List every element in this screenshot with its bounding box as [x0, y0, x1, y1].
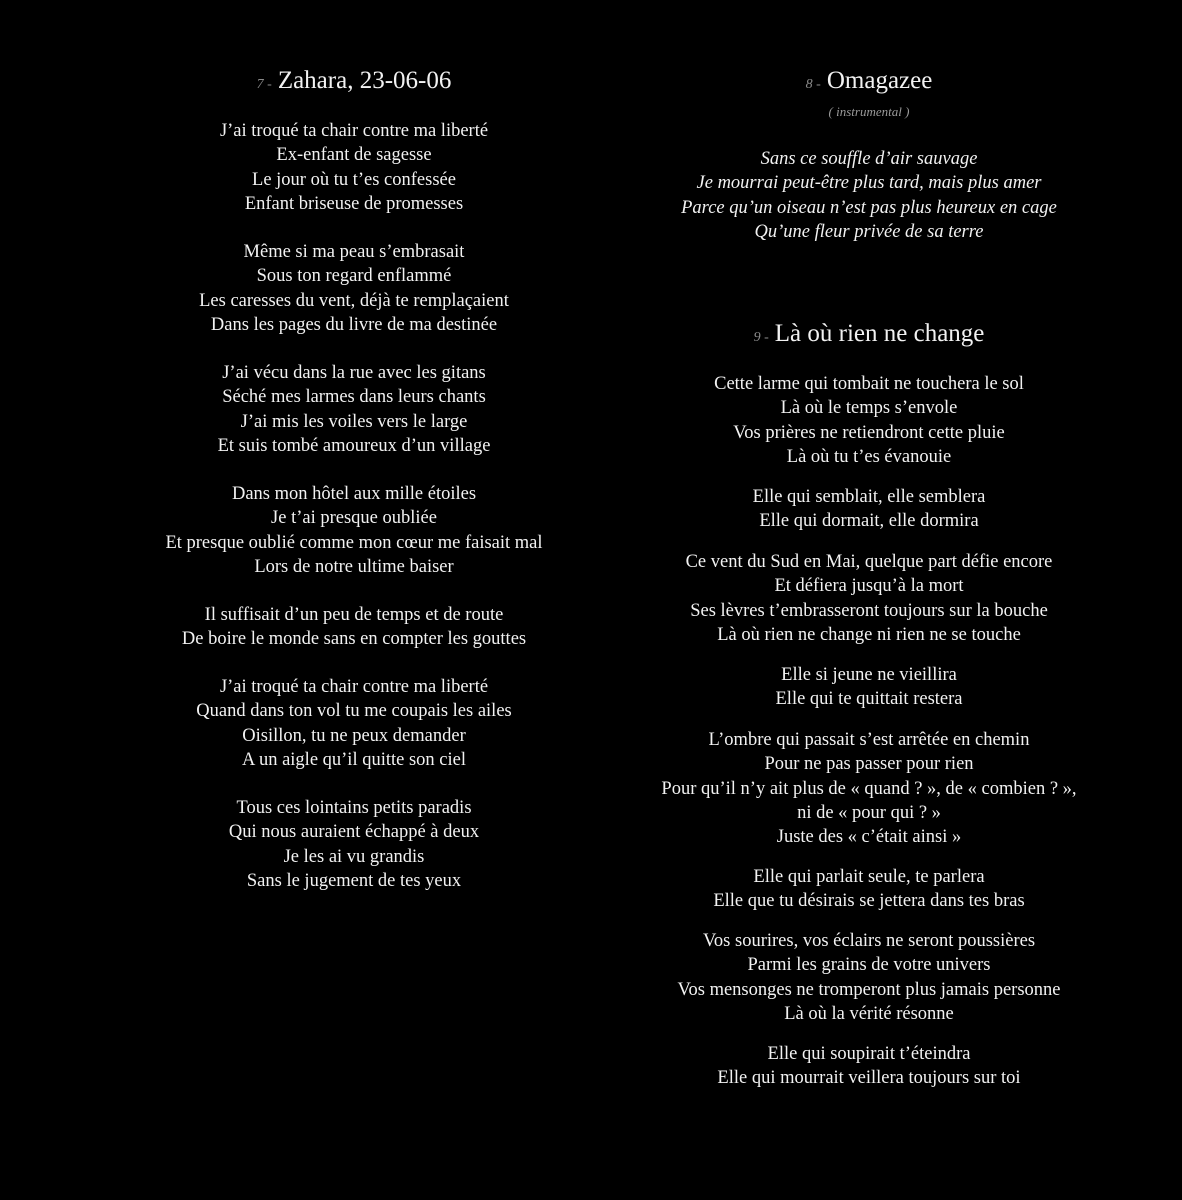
song-7-stanza-1	[84, 119, 624, 216]
lyric-line: Enfant briseuse de promesses	[244, 193, 464, 214]
song-9-stanza-4	[599, 663, 1139, 712]
lyric-line: Sans le jugement de tes yeux	[246, 870, 462, 891]
lyric-line: Elle qui soupirait t’éteindra	[767, 1044, 971, 1064]
song-7-stanza-3	[84, 361, 624, 458]
lyric-line: Ex-enfant de sagesse	[276, 145, 432, 166]
lyric-line: Je mourrai peut-être plus tard, mais plus amer	[696, 173, 1042, 194]
lyric-line: J’ai vécu dans la rue avec les gitans	[222, 363, 486, 383]
lyric-line: Dans les pages du livre de ma destinée	[210, 314, 498, 335]
lyric-line: Sous ton regard enflammé	[256, 266, 452, 287]
lyric-line: Je t’ai presque oubliée	[271, 508, 437, 529]
song-7-stanza-4	[84, 482, 624, 579]
lyric-line: Là où la vérité résonne	[784, 1003, 954, 1024]
lyric-line: Vos prières ne retiendront cette pluie	[733, 422, 1005, 443]
lyric-line: Et suis tombé amoureux d’un village	[217, 435, 491, 456]
song-8-number: 8 -	[805, 77, 821, 92]
lyric-line: Vos mensonges ne tromperont plus jamais personne	[677, 979, 1061, 1000]
song-9-stanza-3	[599, 550, 1139, 647]
lyric-line: L’ombre qui passait s’est arrêtée en chemin	[708, 730, 1030, 750]
lyric-line: Qu’une fleur privée de sa terre	[754, 221, 984, 242]
song-9-title: Là où rien ne change	[774, 320, 985, 347]
lyric-line: Lors de notre ultime baiser	[254, 556, 454, 577]
lyric-line: Elle si jeune ne vieillira	[781, 665, 957, 685]
lyric-line: Vos sourires, vos éclairs ne seront poussières	[702, 931, 1036, 951]
lyric-line: Pour ne pas passer pour rien	[764, 754, 974, 775]
lyric-line: Et presque oublié comme mon cœur me faisait mal	[165, 532, 543, 553]
song-9-number: 9 -	[753, 330, 769, 345]
lyric-line: Elle qui te quittait restera	[775, 689, 963, 710]
lyric-line: Là où tu t’es évanouie	[786, 446, 952, 467]
lyric-line: A un aigle qu’il quitte son ciel	[241, 749, 466, 770]
lyric-line: Elle que tu désirais se jettera dans tes bras	[713, 891, 1025, 912]
song-8-subtitle: ( instrumental )	[828, 104, 910, 119]
song-7-stanza-7	[84, 796, 624, 893]
lyric-line: Séché mes larmes dans leurs chants	[222, 387, 486, 408]
lyric-line: Parmi les grains de votre univers	[747, 955, 991, 976]
lyric-line: Là où le temps s’envole	[780, 398, 958, 419]
song-7-heading	[84, 66, 624, 100]
lyric-line: Et défiera jusqu’à la mort	[774, 576, 964, 597]
lyric-line: Sans ce souffle d’air sauvage	[760, 149, 978, 169]
lyric-line: J’ai mis les voiles vers le large	[240, 411, 468, 432]
lyric-line: Parce qu’un oiseau n’est pas plus heureux en cage	[681, 197, 1057, 218]
lyric-line: Là où rien ne change ni rien ne se touche	[717, 624, 1021, 645]
song-7-number: 7 -	[256, 77, 272, 92]
song-8-stanza-1	[599, 147, 1139, 244]
lyric-line: J’ai troqué ta chair contre ma liberté	[219, 121, 489, 141]
lyric-line: J’ai troqué ta chair contre ma liberté	[219, 677, 489, 697]
song-9-heading	[599, 319, 1139, 353]
lyric-line: Tous ces lointains petits paradis	[236, 798, 472, 818]
lyric-line: Juste des « c’était ainsi »	[776, 827, 962, 848]
song-9-stanza-8	[599, 1042, 1139, 1091]
song-9-stanza-1	[599, 372, 1139, 469]
song-8-title: Omagazee	[826, 67, 933, 94]
song-7-stanza-5	[84, 603, 624, 652]
song-9-stanza-2	[599, 485, 1139, 534]
lyric-line: Le jour où tu t’es confessée	[252, 169, 456, 190]
song-9-stanza-7	[599, 929, 1139, 1026]
lyric-line: Ses lèvres t’embrasseront toujours sur la bouche	[690, 600, 1048, 621]
lyric-line: Même si ma peau s’embrasait	[243, 242, 465, 262]
lyric-line: Pour qu’il n’y ait plus de « quand ? », de « combien ? »,	[661, 778, 1077, 799]
song-8-heading	[599, 66, 1139, 100]
lyric-line: Dans mon hôtel aux mille étoiles	[231, 484, 477, 504]
song-9-stanza-6	[599, 865, 1139, 914]
lyric-line: Qui nous auraient échappé à deux	[228, 822, 480, 843]
lyric-line: De boire le monde sans en compter les gouttes	[181, 629, 527, 650]
lyric-line: Elle qui dormait, elle dormira	[759, 511, 979, 532]
song-7-stanza-2	[84, 240, 624, 337]
song-9-stanza-5	[599, 728, 1139, 849]
lyric-line: Cette larme qui tombait ne touchera le sol	[714, 374, 1024, 394]
lyric-line: Je les ai vu grandis	[283, 846, 425, 867]
lyric-line: ni de « pour qui ? »	[797, 802, 941, 823]
song-7-title: Zahara, 23-06-06	[277, 67, 452, 94]
lyric-line: Ce vent du Sud en Mai, quelque part défie encore	[685, 552, 1053, 572]
lyric-line: Oisillon, tu ne peux demander	[242, 725, 466, 746]
song-7-stanza-6	[84, 675, 624, 772]
lyric-line: Elle qui parlait seule, te parlera	[753, 867, 985, 887]
lyric-line: Il suffisait d’un peu de temps et de route	[204, 605, 504, 625]
lyric-line: Quand dans ton vol tu me coupais les ailes	[196, 701, 512, 722]
lyric-line: Elle qui mourrait veillera toujours sur toi	[717, 1068, 1021, 1089]
lyric-line: Les caresses du vent, déjà te remplaçaient	[199, 290, 509, 311]
lyric-line: Elle qui semblait, elle semblera	[752, 487, 986, 507]
